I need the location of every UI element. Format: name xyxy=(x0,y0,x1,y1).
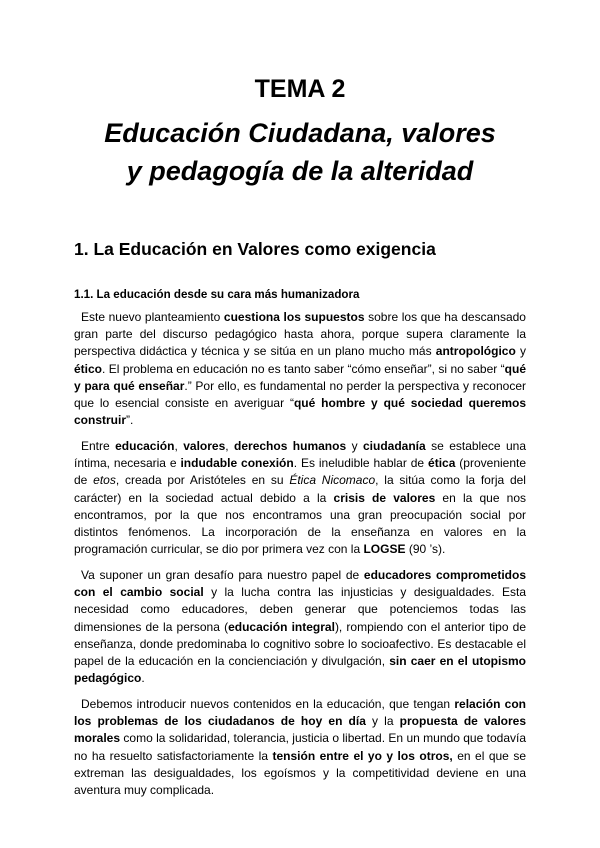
text-run: en la que nos encontramos, por la que nos encontramos una gran preocupación social por distintos fenómenos. La incorporación de la enseñanza en valores en la programación curricular, se dio por primera vez con la xyxy=(74,490,527,557)
bold-text: educación xyxy=(115,439,175,454)
text-run: , xyxy=(225,439,235,454)
text-run: y xyxy=(515,344,526,359)
body-text xyxy=(74,309,526,799)
paragraph xyxy=(74,309,526,429)
text-run: . El problema en educación no es tanto saber “cómo enseñar”, si no saber “ xyxy=(102,361,505,376)
bold-text: tensión entre el yo y los otros, xyxy=(272,748,453,763)
text-run: . Es ineludible hablar de xyxy=(293,456,429,471)
text-run: y la xyxy=(365,714,400,729)
section-heading: 1. La Educación en Valores como exigencia xyxy=(74,239,436,259)
text-run: y xyxy=(346,439,363,454)
bold-text: indudable conexión xyxy=(180,456,294,471)
bold-text: valores xyxy=(183,439,226,454)
bold-text: ciudadanía xyxy=(363,439,426,454)
text-run: ”. xyxy=(126,413,134,428)
text-run: Entre xyxy=(81,439,116,454)
text-run: (proveniente de xyxy=(74,456,527,488)
paragraph xyxy=(74,696,526,799)
text-run: (90 ’s). xyxy=(405,542,446,557)
bold-text: qué y para qué enseñar xyxy=(74,361,526,393)
text-run: , la sitúa como la forja del carácter) en la sociedad actual debido a la xyxy=(74,473,526,505)
title-line-2: y pedagogía de la alteridad xyxy=(126,156,474,186)
bold-text: cuestiona los supuestos xyxy=(223,310,365,324)
bold-text: ética xyxy=(428,456,456,471)
bold-text: ético xyxy=(74,361,103,376)
bold-text: educación integral xyxy=(228,619,335,634)
subsection-heading: 1.1. La educación desde su cara más humanizadora xyxy=(74,288,360,301)
paragraph xyxy=(74,438,526,558)
bold-text: propuesta de valores morales xyxy=(74,714,527,746)
bold-text: crisis de valores xyxy=(333,490,436,505)
tema-label: TEMA 2 xyxy=(254,75,346,103)
italic-text: etos xyxy=(93,473,116,488)
text-run: y la lucha contra las injusticias y desigualdades. Esta necesidad como educadores, deben generar que potenciemos todas las dimensiones de la persona ( xyxy=(74,585,526,634)
text-run: Este nuevo planteamiento xyxy=(81,310,224,324)
text-run: ), rompiendo con el anterior tipo de enseñanza, donde predominaba lo cognitivo sobre lo socioafectivo. Es destacable el papel de la educación en la concienciación y divulgación, xyxy=(74,619,527,669)
text-run: como la solidaridad, tolerancia, justicia o libertad. En un mundo que todavía no ha resuelto satisfactoriamente la xyxy=(74,731,526,763)
text-run: . xyxy=(141,671,145,686)
text-run: , xyxy=(174,439,184,454)
bold-text: educadores comprometidos con el cambio social xyxy=(74,568,526,600)
bold-text: sin caer en el utopismo pedagógico xyxy=(74,654,526,686)
text-run: Debemos introducir nuevos contenidos en la educación, que tengan xyxy=(81,697,455,712)
text-run: .” Por ello, es fundamental no perder la perspectiva y reconocer que lo esencial consiste en averiguar “ xyxy=(74,378,526,411)
text-run: se establece una íntima, necesaria e xyxy=(74,439,527,471)
text-run: Va suponer un gran desafío para nuestro papel de xyxy=(81,568,364,583)
document-title xyxy=(0,114,600,190)
bold-text: relación con los problemas de los ciudadanos de hoy en día xyxy=(74,697,527,729)
bold-text: LOGSE xyxy=(363,542,406,557)
italic-text: Ética Nicomaco xyxy=(289,473,376,488)
bold-text: qué hombre y qué sociedad queremos construir xyxy=(74,396,526,428)
text-run: en el que se extreman las desigualdades, los egoísmos y la competitividad deviene en una aventura muy complicada. xyxy=(74,748,527,798)
paragraph xyxy=(74,567,526,687)
text-run: sobre los que ha descansado gran parte del discurso pedagógico hasta ahora, porque supera claramente la perspectiva didáctica y técnica y se sitúa en un plano mucho más xyxy=(74,310,526,359)
bold-text: antropológico xyxy=(435,344,516,359)
title-line-1: Educación Ciudadana, valores xyxy=(104,118,496,148)
text-run: , creada por Aristóteles en su xyxy=(115,473,290,488)
bold-text: derechos humanos xyxy=(234,439,347,454)
